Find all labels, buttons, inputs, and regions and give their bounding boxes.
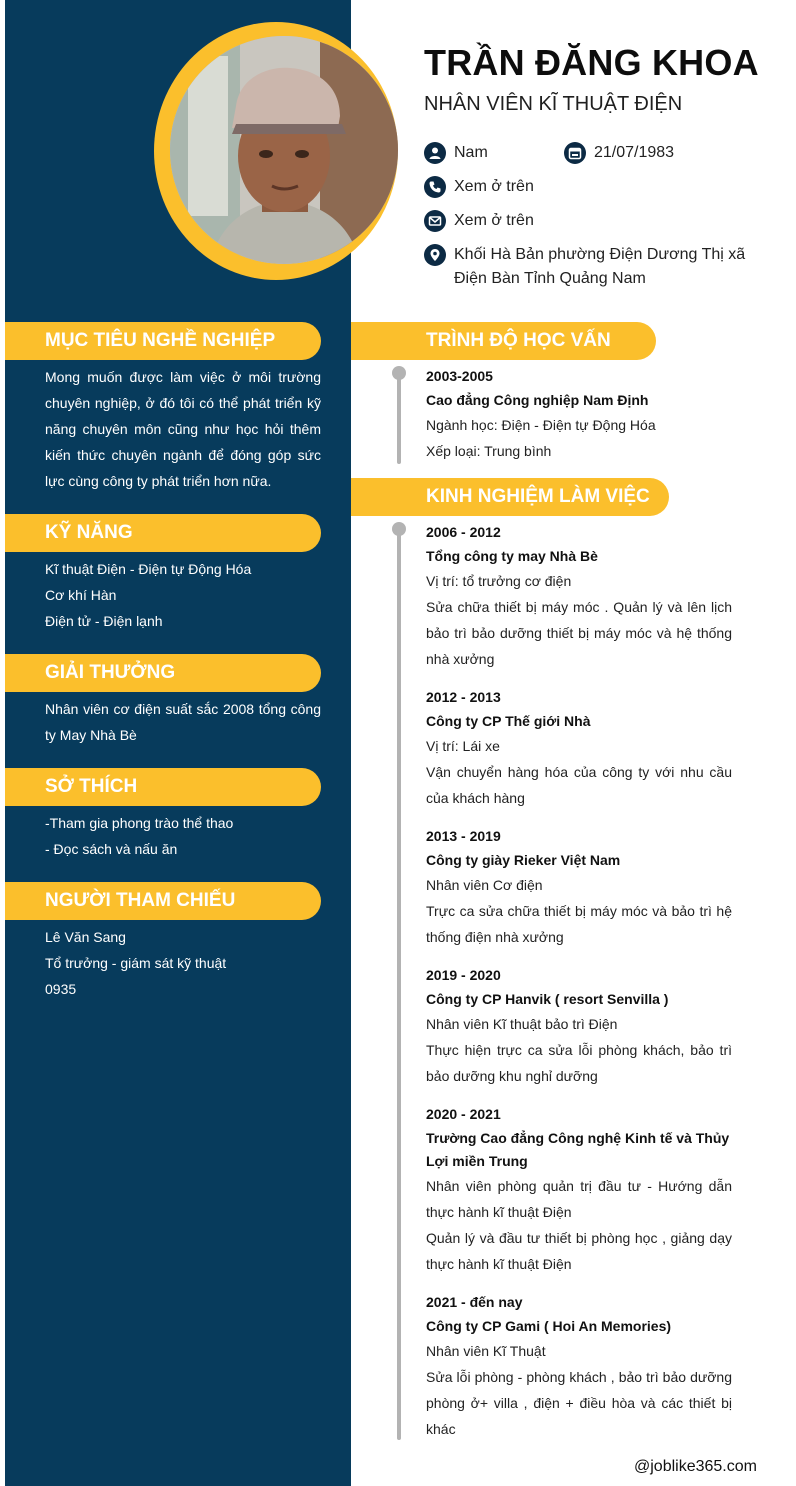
phone-row bbox=[424, 175, 534, 199]
address-value: Khối Hà Bản phường Điện Dương Thị xã Điện Bàn Tỉnh Quảng Nam bbox=[454, 246, 746, 287]
experience-entry bbox=[426, 965, 732, 1089]
candidate-name: TRẦN ĐĂNG KHOA bbox=[424, 42, 759, 83]
location-pin-icon bbox=[424, 244, 446, 266]
education-school: Cao đẳng Công nghiệp Nam Định bbox=[426, 392, 649, 408]
education-entry bbox=[426, 366, 732, 464]
phone-icon bbox=[424, 176, 446, 198]
job-period: 2012 - 2013 bbox=[426, 689, 501, 705]
job-company: Công ty CP Thế giới Nhà bbox=[426, 713, 591, 729]
avatar-photo bbox=[170, 36, 398, 264]
job-role: Nhân viên phòng quản trị đầu tư - Hướng dẫn thực hành kĩ thuật Điện bbox=[426, 1178, 732, 1220]
hobby-item: -Tham gia phong trào thể thao bbox=[45, 815, 234, 831]
awards-heading: GIẢI THƯỞNG bbox=[5, 654, 321, 692]
job-description: Quản lý và đầu tư thiết bị phòng học , giảng dạy thực hành kĩ thuật Điện bbox=[426, 1230, 732, 1272]
experience-heading: KINH NGHIỆM LÀM VIỆC bbox=[351, 478, 669, 516]
job-description: Trực ca sửa chữa thiết bị máy móc và bảo trì hệ thống điện nhà xưởng bbox=[426, 903, 732, 945]
references-heading: NGƯỜI THAM CHIẾU bbox=[5, 882, 321, 920]
birthday-value: 21/07/1983 bbox=[594, 144, 675, 161]
job-company: Công ty giày Rieker Việt Nam bbox=[426, 852, 621, 868]
objective-heading: MỤC TIÊU NGHỀ NGHIỆP bbox=[5, 322, 321, 360]
user-icon bbox=[424, 142, 446, 164]
education-timeline-dot bbox=[392, 366, 406, 380]
experience-entry bbox=[426, 522, 732, 672]
job-period: 2006 - 2012 bbox=[426, 524, 501, 540]
phone-value: Xem ở trên bbox=[454, 178, 534, 195]
job-period: 2019 - 2020 bbox=[426, 967, 501, 983]
job-company: Công ty CP Hanvik ( resort Senvilla ) bbox=[426, 991, 669, 1007]
hobbies-heading: SỞ THÍCH bbox=[5, 768, 321, 806]
birthday-row bbox=[564, 141, 674, 165]
experience-entry bbox=[426, 826, 732, 950]
experience-entry bbox=[426, 687, 732, 811]
education-heading: TRÌNH ĐỘ HỌC VẤN bbox=[351, 322, 656, 360]
skills-heading: KỸ NĂNG bbox=[5, 514, 321, 552]
hobby-item: - Đọc sách và nấu ăn bbox=[45, 841, 178, 857]
job-description: Thực hiện trực ca sửa lỗi phòng khách, bảo trì bảo dưỡng khu nghỉ dưỡng bbox=[426, 1042, 732, 1084]
job-description: Vận chuyển hàng hóa của công ty với nhu cầu của khách hàng bbox=[426, 764, 732, 806]
experience-timeline-dot bbox=[392, 522, 406, 536]
job-role: Vị trí: Lái xe bbox=[426, 738, 500, 754]
email-row bbox=[424, 209, 534, 233]
job-company: Công ty CP Gami ( Hoi An Memories) bbox=[426, 1318, 672, 1334]
references-list bbox=[45, 924, 321, 1002]
skill-item: Cơ khí Hàn bbox=[45, 587, 117, 603]
job-period: 2020 - 2021 bbox=[426, 1106, 501, 1122]
education-major: Ngành học: Điện - Điện tự Động Hóa bbox=[426, 417, 656, 433]
experience-entry bbox=[426, 1104, 732, 1277]
experience-entry bbox=[426, 1292, 732, 1442]
hobbies-list bbox=[45, 810, 321, 862]
job-company: Tổng công ty may Nhà Bè bbox=[426, 548, 598, 564]
calendar-icon bbox=[564, 142, 586, 164]
job-role: Nhân viên Kĩ thuật bảo trì Điện bbox=[426, 1016, 618, 1032]
awards-text: Nhân viên cơ điện suất sắc 2008 tổng công ty May Nhà Bè bbox=[45, 701, 321, 743]
footer-watermark: @joblike365.com bbox=[634, 1458, 757, 1475]
reference-item: 0935 bbox=[45, 981, 77, 997]
mail-icon bbox=[424, 210, 446, 232]
skill-item: Điện tử - Điện lạnh bbox=[45, 613, 163, 629]
job-role: Nhân viên Kĩ Thuật bbox=[426, 1343, 546, 1359]
job-role: Nhân viên Cơ điện bbox=[426, 877, 543, 893]
skill-item: Kĩ thuật Điện - Điện tự Động Hóa bbox=[45, 561, 252, 577]
education-timeline bbox=[397, 372, 401, 464]
gender-row bbox=[424, 141, 488, 165]
education-grade: Xếp loại: Trung bình bbox=[426, 443, 552, 459]
job-description: Sửa lỗi phòng - phòng khách , bảo trì bảo dưỡng phòng ở+ villa , điện + điều hòa và các thiết bị khác bbox=[426, 1369, 732, 1437]
address-row bbox=[424, 243, 774, 291]
reference-item: Tổ trưởng - giám sát kỹ thuật bbox=[45, 955, 227, 971]
skills-list bbox=[45, 556, 321, 634]
email-value: Xem ở trên bbox=[454, 212, 534, 229]
job-company: Trường Cao đẳng Công nghệ Kinh tế và Thủy Lợi miền Trung bbox=[426, 1130, 730, 1169]
avatar bbox=[170, 36, 398, 264]
job-role: Vị trí: tổ trưởng cơ điện bbox=[426, 573, 572, 589]
candidate-title: NHÂN VIÊN KĨ THUẬT ĐIỆN bbox=[424, 93, 683, 115]
gender-value: Nam bbox=[454, 144, 488, 161]
education-period: 2003-2005 bbox=[426, 368, 493, 384]
job-period: 2013 - 2019 bbox=[426, 828, 501, 844]
objective-text: Mong muốn được làm việc ở môi trường chuyên nghiệp, ở đó tôi có thể phát triển kỹ năng chuyên môn cũng như học hỏi thêm kiến thức chuyên ngành để đóng góp sức lực cùng công ty phát triển hơn nữa. bbox=[45, 369, 321, 489]
reference-item: Lê Văn Sang bbox=[45, 929, 126, 945]
job-period: 2021 - đến nay bbox=[426, 1294, 523, 1310]
experience-timeline bbox=[397, 528, 401, 1440]
job-description: Sửa chữa thiết bị máy móc . Quản lý và lên lịch bảo trì bảo dưỡng thiết bị máy móc và hệ thống nhà xưởng bbox=[426, 599, 732, 667]
